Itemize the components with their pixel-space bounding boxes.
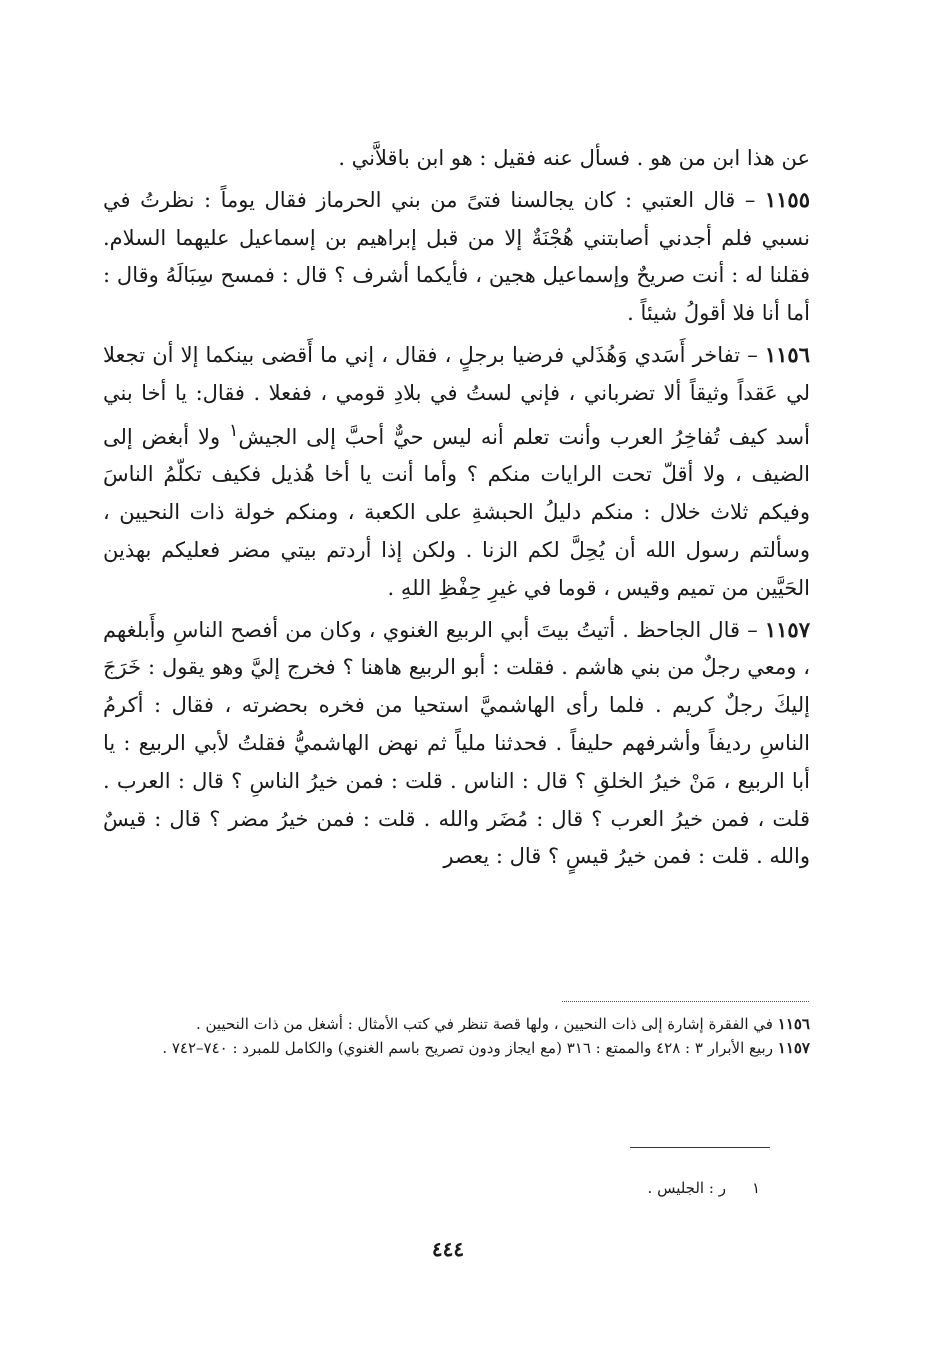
notes-divider [562, 1001, 809, 1002]
paragraph-text: – قال الجاحظ . أتيتُ بيتَ أبي الربيع الغنوي ، وكان من أفصح الناسِ وأَبلغهم ، ومعي رجلٌ من بني هاشم . فقلت : أبو الربيع هاهنا ؟ فخرج إليَّ وهو يقول : خَرَجَ إليكَ رجلٌ كريم . فلما رأى الهاشميَّ استحيا من فخره بحضرته ، فقال : أكرمُ الناسِ رديفاً وأشرفهم حليفاً . فحدثنا ملياً ثم نهض الهاشميُّ فقلتُ لأبي الربيع : يا أبا الربيع ، مَنْ خيرُ الخلقِ ؟ قال : الناس . قلت : فمن خيرُ الناسِ ؟ قال : العرب . قلت ، فمن خيرُ العرب ؟ قال : مُضَر والله . قلت : فمن خيرُ مضر ؟ قال : قيسٌ والله . قلت : فمن خيرُ قيسٍ ؟ قال : يعصر [103, 617, 810, 869]
paragraph-1155 [103, 181, 810, 333]
page-number: ٤٤٤ [431, 1237, 465, 1261]
paragraph-number: ١١٥٦ [764, 341, 810, 367]
paragraph-1156 [103, 336, 810, 608]
note-number: ١١٥٧ [777, 1039, 810, 1057]
note-1157 [103, 1036, 810, 1060]
footnote-divider [630, 1147, 770, 1148]
paragraph-text: عن هذا ابن من هو . فسأل عنه فقيل : هو ابن باقلاَّني . [338, 146, 810, 170]
footnote-mark: ١ [751, 1179, 760, 1197]
main-text [103, 140, 810, 876]
note-text: ربيع الأبرار ٣ : ٤٢٨ والممتع : ٣١٦ (مع ايجاز ودون تصريح باسم الغنوي) والكامل للمبرد : ٧٤٠–٧٤٢ . [162, 1039, 773, 1057]
paragraph-continuation [103, 140, 810, 178]
footnote-reference: ١ [229, 420, 239, 441]
source-notes [103, 1012, 810, 1060]
note-1156 [103, 1012, 810, 1036]
paragraph-number: ١١٥٥ [764, 186, 810, 212]
paragraph-number: ١١٥٧ [764, 616, 810, 642]
paragraph-1157 [103, 611, 810, 877]
paragraph-text: – قال العتبي : كان يجالسنا فتىً من بني الحرماز فقال يوماً : نظرتُ في نسبي فلم أجدني أصابتني هُجْنَةٌ إلا من قبل إبراهيم بن إسماعيل عليهما السلام. فقلنا له : أنت صريحٌ وإسماعيل هجين ، فأيكما أشرف ؟ قال : فمسح سِبَالَهُ وقال : أما أنا فلا أقولُ شيئاً . [103, 187, 810, 326]
footnote-text: ر : الجليس . [647, 1179, 726, 1197]
note-number: ١١٥٦ [777, 1015, 810, 1033]
footnote [400, 1177, 760, 1199]
paragraph-text: – تفاخر أَسَدي وَهُذَلي فرضيا برجلٍ ، فقال ، إني ما أَقضى بينكما إلا أن تجعلا لي عَقداً وثيقاً ألا تضرباني ، فإني لستُ في بلادِ قومي ، ففعلا . فقال: يا أخا بني أسد كيف تُفاخِرُ العرب وأنت تعلم أنه ليس حيٌّ أحبَّ إلى الجيش [103, 342, 810, 449]
paragraph-text-continued: ولا أبغض إلى الضيف ، ولا أقلّ تحت الرايات منكم ؟ وأما أنت يا أخا هُذيل فكيف تكلّمُ الناسَ وفيكم ثلاث خلال : منكم دليلُ الحبشةِ على الكعبة ، ومنكم خولة ذات النحيين ، وسألتم رسول الله أن يُحِلَّ لكم الزنا . ولكن إذا أردتم بيتي مضر فعليكم بهذين الحَيَّين من تميم وقيس ، قوما في غيرِ حِفْظِ اللهِ . [103, 424, 810, 600]
note-text: في الفقرة إشارة إلى ذات النحيين ، ولها قصة تنظر في كتب الأمثال : أشغل من ذات النحيين . [195, 1015, 773, 1033]
